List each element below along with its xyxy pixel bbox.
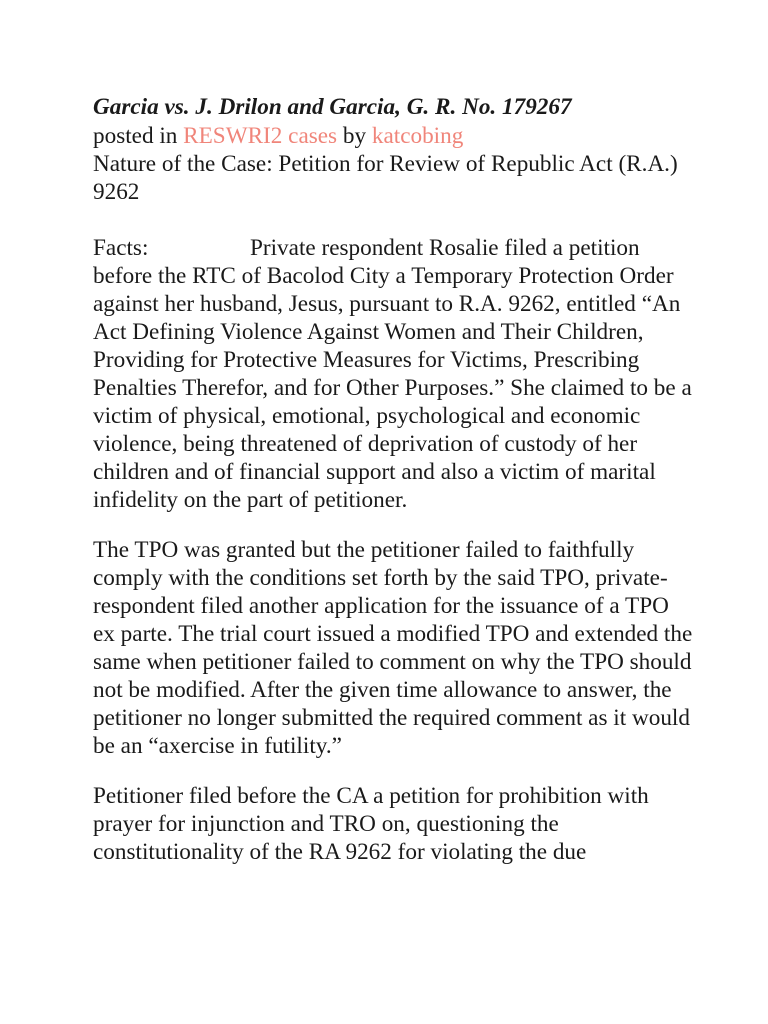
nature-of-case: Nature of the Case: Petition for Review of Republic Act (R.A.) 9262 (93, 151, 678, 205)
byline (93, 122, 693, 150)
document-title: Garcia vs. J. Drilon and Garcia, G. R. No. 179267 (93, 94, 572, 120)
facts-label: Facts: (93, 235, 149, 261)
facts-paragraph (93, 234, 693, 514)
paragraph-petition: Petitioner filed before the CA a petition for prohibition with prayer for injunction and TRO on, questioning the constitutionality of the RA 9262 for violating the due (93, 783, 649, 865)
category-link[interactable]: RESWRI2 cases (183, 123, 338, 149)
posted-in-text: posted in (93, 123, 178, 149)
document-page (93, 92, 693, 866)
by-text: by (342, 123, 367, 149)
facts-body: Private respondent Rosalie filed a petition before the RTC of Bacolod City a Temporary Protection Order against her husband, Jesus, pursuant to R.A. 9262, entitled “An Act Defining Violence Against Women and Their Children, Providing for Protective Measures for Victims, Prescribing Penalties Therefor, and for Other Purposes.” She claimed to be a victim of physical, emotional, psychological and economic violence, being threatened of deprivation of custody of her children and of financial support and also a victim of marital infidelity on the part of petitioner. (93, 235, 692, 513)
paragraph-tpo: The TPO was granted but the petitioner failed to faithfully comply with the conditions set forth by the said TPO, private-respondent filed another application for the issuance of a TPO ex parte. The trial court issued a modified TPO and extended the same when petitioner failed to comment on why the TPO should not be modified. After the given time allowance to answer, the petitioner no longer submitted the required comment as it would be an “axercise in futility.” (93, 537, 693, 759)
author-link[interactable]: katcobing (371, 123, 464, 149)
